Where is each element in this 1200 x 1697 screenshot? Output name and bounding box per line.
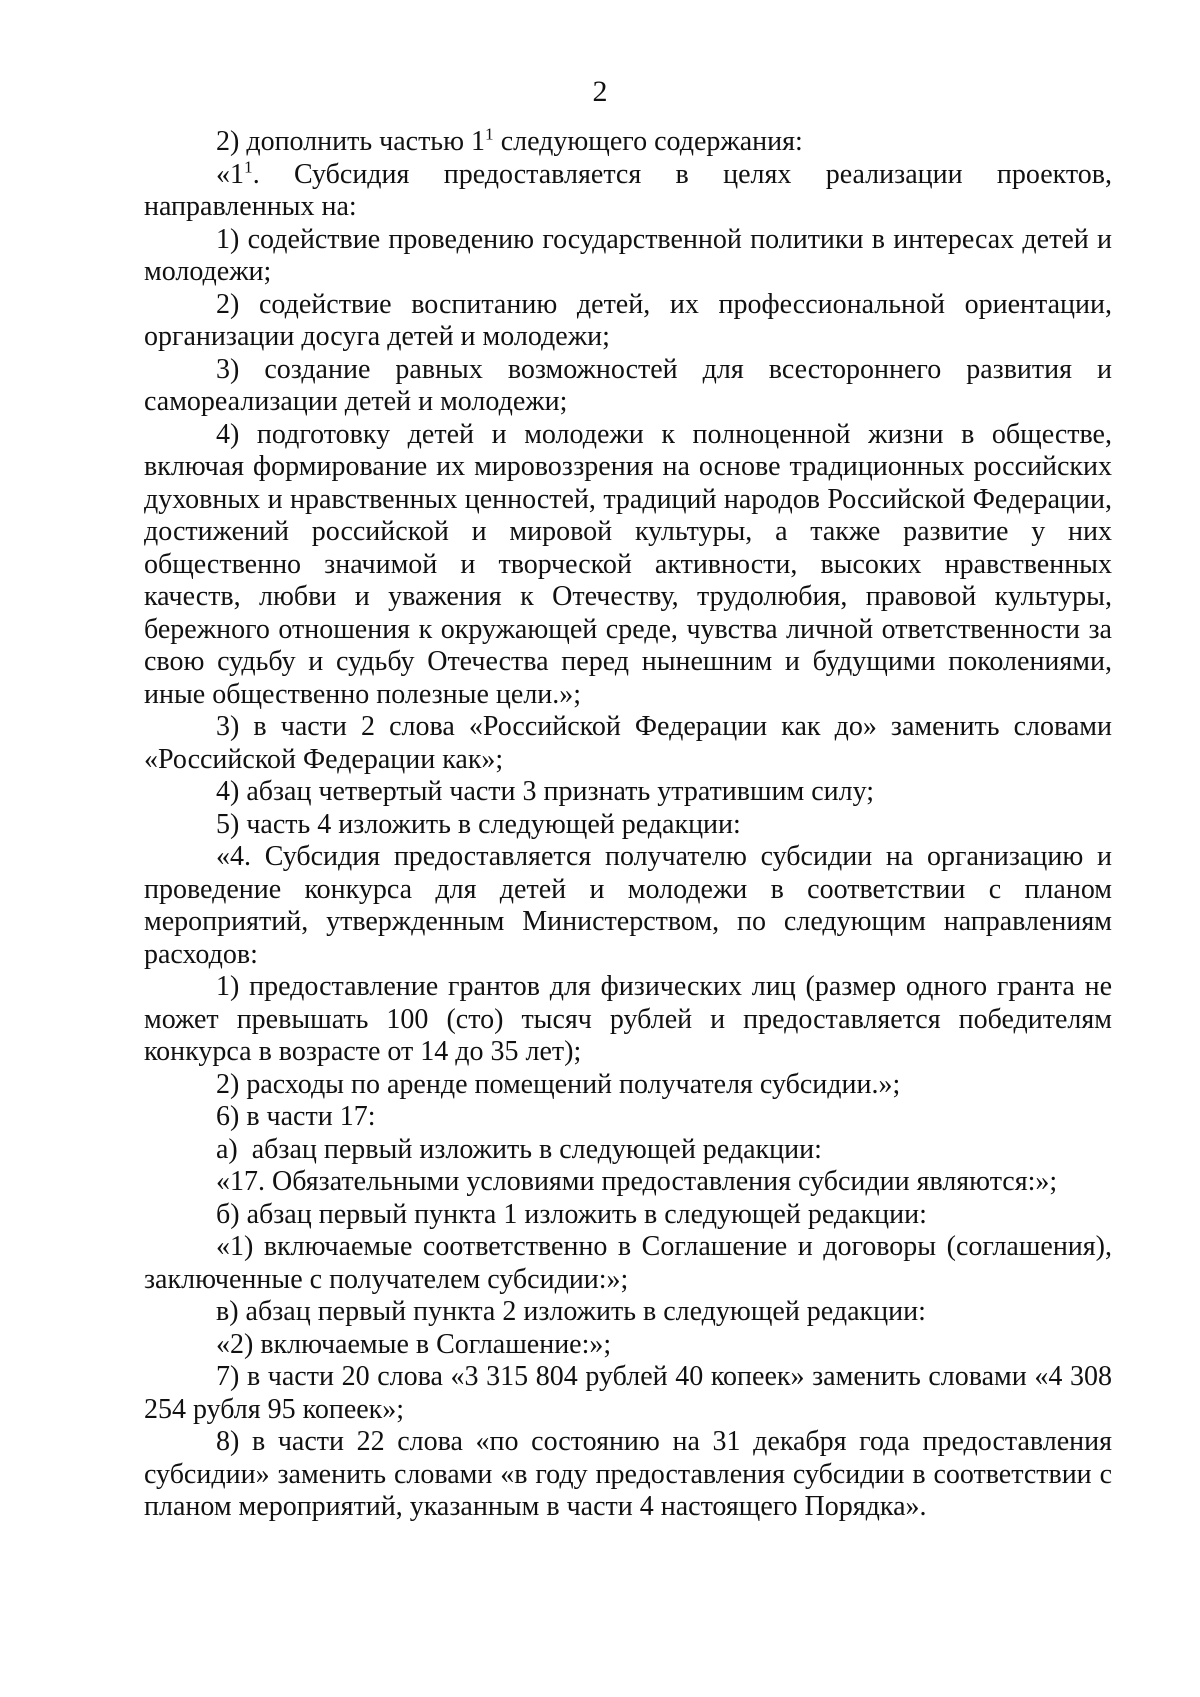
paragraph-text: . Субсидия предоставляется в целях реализации проектов, направленных на: <box>144 158 1112 222</box>
paragraph-text: 2) дополнить частью 1 <box>216 126 485 157</box>
paragraph: 2) расходы по аренде помещений получателя субсидии.»; <box>216 1068 901 1100</box>
paragraph: в) абзац первый пункта 2 изложить в следующей редакции: <box>216 1296 926 1327</box>
paragraph: 3) создание равных возможностей для всестороннего развития и самореализации детей и молодежи; <box>144 353 1112 417</box>
paragraph: 3) в части 2 слова «Российской Федерации как до» заменить словами «Российской Федерации как»; <box>144 711 1112 775</box>
paragraph-text: «1 <box>216 158 244 190</box>
paragraph-amendment-2 <box>144 126 1112 159</box>
page-number: 2 <box>592 75 608 108</box>
paragraph: 4) абзац четвертый части 3 признать утратившим силу; <box>216 776 875 807</box>
paragraph: «4. Субсидия предоставляется получателю субсидии на организацию и проведение конкурса для детей и молодежи в соответствии с планом мероприятий, утвержденным Министерством, по следующим направлениям расходов: <box>144 841 1112 970</box>
paragraph: «1) включаемые соответственно в Соглашение и договоры (соглашения), заключенные с получателем субсидии:»; <box>144 1231 1112 1295</box>
paragraph-part-1-1 <box>144 159 1112 224</box>
paragraph: б) абзац первый пункта 1 изложить в следующей редакции: <box>216 1198 927 1230</box>
paragraph: а) абзац первый изложить в следующей редакции: <box>216 1133 822 1165</box>
paragraph: 2) содействие воспитанию детей, их профессиональной ориентации, организации досуга детей и молодежи; <box>144 288 1112 352</box>
paragraph-text: следующего содержания: <box>493 126 803 157</box>
paragraph: 4) подготовку детей и молодежи к полноценной жизни в обществе, включая формирование их мировоззрения на основе традиционных российских духовных и нравственных ценностей, традиций народов Российской Федерации, достижений российской и мировой культуры, а также развитие у них общественно значимой и творческой активности, высоких нравственных качеств, любви и уважения к Отечеству, трудолюбия, правовой культуры, бережного отношения к окружающей среде, чувства личной ответственности за свою судьбу и судьбу Отечества перед нынешним и будущими поколениями, иные общественно полезные цели.»; <box>144 418 1112 710</box>
superscript: 1 <box>244 157 253 177</box>
paragraph: «2) включаемые в Соглашение:»; <box>216 1328 612 1360</box>
paragraph: 1) предоставление грантов для физических лиц (размер одного гранта не может превышать 100 (сто) тысяч рублей и предоставляется победителям конкурса в возрасте от 14 до 35 лет); <box>144 971 1112 1067</box>
paragraph: 1) содействие проведению государственной политики в интересах детей и молодежи; <box>144 223 1112 287</box>
paragraph: 7) в части 20 слова «3 315 804 рублей 40 копеек» заменить словами «4 308 254 рубля 95 копеек»; <box>144 1361 1112 1425</box>
paragraph: «17. Обязательными условиями предоставления субсидии являются:»; <box>216 1166 1058 1197</box>
paragraph: 8) в части 22 слова «по состоянию на 31 декабря года предоставления субсидии» заменить словами «в году предоставления субсидии в соответствии с планом мероприятий, указанным в части 4 настоящего Порядка». <box>144 1426 1112 1522</box>
paragraph: 6) в части 17: <box>216 1101 376 1132</box>
superscript: 1 <box>485 124 494 144</box>
paragraph: 5) часть 4 изложить в следующей редакции: <box>216 808 741 840</box>
document-body <box>144 126 1112 1524</box>
